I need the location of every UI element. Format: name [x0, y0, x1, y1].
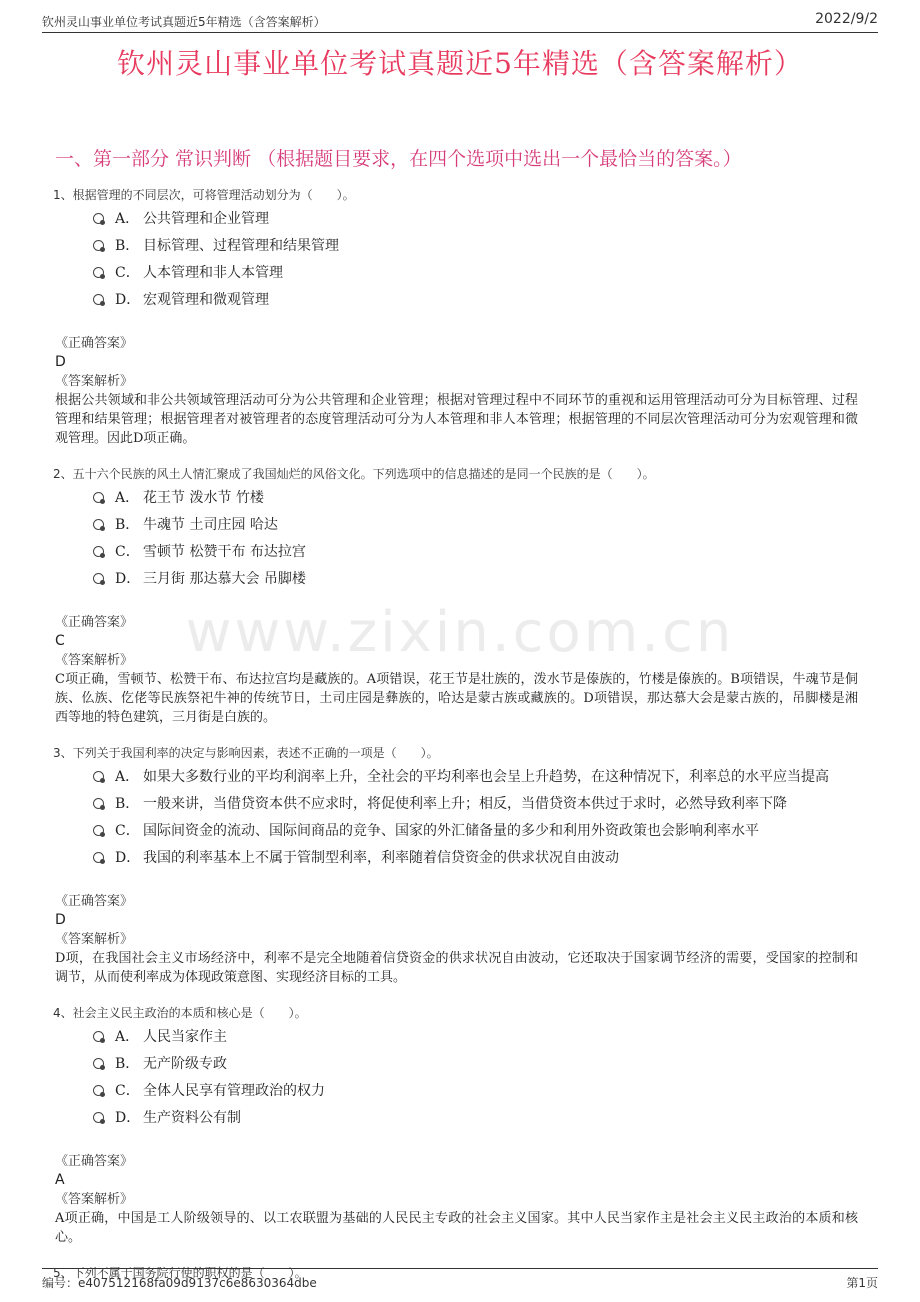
option-item[interactable] — [93, 845, 858, 872]
radio-icon[interactable] — [93, 852, 104, 863]
option-text: 我国的利率基本上不属于管制型利率，利率随着信贷资金的供求状况自由波动 — [143, 850, 619, 866]
option-item[interactable] — [93, 1105, 858, 1132]
question-4 — [55, 1004, 858, 1247]
correct-answer-value: D — [55, 354, 66, 370]
option-letter: C． — [115, 544, 140, 560]
radio-icon[interactable] — [93, 1031, 104, 1042]
option-letter: C． — [115, 265, 140, 281]
analysis-label: 《答案解析》 — [55, 374, 134, 389]
option-text: 牛魂节 土司庄园 哈达 — [143, 517, 278, 533]
watermark-text: www.zixin.com.cn — [185, 600, 735, 665]
radio-icon[interactable] — [93, 492, 104, 503]
analysis-text: 根据公共领域和非公共领域管理活动可分为公共管理和企业管理；根据对管理过程中不同环节的重视和运用管理活动可分为目标管理、过程管理和结果管理；根据管理者对被管理者的态度管理活动可分为人本管理和非人本管理；根据管理的不同层次管理活动可分为宏观管理和微观管理。因此D项正确。 — [55, 393, 858, 446]
question-text: 2、五十六个民族的风土人情汇聚成了我国灿烂的风俗文化。下列选项中的信息描述的是同一个民族的是（ ）。 — [53, 467, 655, 481]
option-letter: A． — [115, 769, 140, 785]
option-text: 全体人民享有管理政治的权力 — [143, 1083, 325, 1099]
question-1 — [55, 186, 858, 448]
option-text: 公共管理和企业管理 — [143, 211, 269, 227]
option-item[interactable] — [93, 566, 858, 593]
option-item[interactable] — [93, 791, 858, 818]
option-letter: B． — [115, 517, 140, 533]
radio-icon[interactable] — [93, 1112, 104, 1123]
option-text: 人本管理和非人本管理 — [143, 265, 283, 281]
option-item[interactable] — [93, 1078, 858, 1105]
option-text: 宏观管理和微观管理 — [143, 292, 269, 308]
header-doc-title: 钦州灵山事业单位考试真题近5年精选（含答案解析） — [42, 15, 326, 29]
radio-icon[interactable] — [93, 1085, 104, 1096]
document-title: 钦州灵山事业单位考试真题近5年精选（含答案解析） — [117, 47, 803, 80]
option-item[interactable] — [93, 1051, 858, 1078]
option-item[interactable] — [93, 1024, 858, 1051]
analysis-text: A项正确，中国是工人阶级领导的、以工农联盟为基础的人民民主专政的社会主义国家。其中人民当家作主是社会主义民主政治的本质和核心。 — [55, 1211, 858, 1245]
option-item[interactable] — [93, 512, 858, 539]
question-text: 5、下列不属于国务院行使的职权的是（ ）。 — [53, 1266, 307, 1280]
option-text: 如果大多数行业的平均利润率上升，全社会的平均利率也会呈上升趋势，在这种情况下，利率总的水平应当提高 — [143, 769, 829, 785]
correct-answer-label: 《正确答案》 — [55, 615, 134, 630]
option-text: 三月街 那达慕大会 吊脚楼 — [143, 571, 306, 587]
option-text: 目标管理、过程管理和结果管理 — [143, 238, 339, 254]
option-letter: B． — [115, 238, 140, 254]
option-item[interactable] — [93, 206, 858, 233]
option-letter: A． — [115, 1029, 140, 1045]
option-list — [93, 485, 858, 593]
option-item[interactable] — [93, 485, 858, 512]
option-letter: C． — [115, 823, 140, 839]
option-item[interactable] — [93, 287, 858, 314]
correct-answer-label: 《正确答案》 — [55, 894, 134, 909]
question-text: 3、下列关于我国利率的决定与影响因素，表述不正确的一项是（ ）。 — [53, 746, 439, 760]
option-text: 一般来讲，当借贷资本供不应求时，将促使利率上升；相反，当借贷资本供过于求时，必然导致利率下降 — [143, 796, 787, 812]
option-list — [93, 1024, 858, 1132]
option-letter: A． — [115, 211, 140, 227]
option-letter: A． — [115, 490, 140, 506]
question-2 — [55, 465, 858, 727]
option-list — [93, 206, 858, 314]
question-3 — [55, 744, 858, 987]
analysis-label: 《答案解析》 — [55, 653, 134, 668]
correct-answer-label: 《正确答案》 — [55, 336, 134, 351]
radio-icon[interactable] — [93, 771, 104, 782]
radio-icon[interactable] — [93, 798, 104, 809]
option-letter: D． — [115, 292, 141, 308]
analysis-label: 《答案解析》 — [55, 1192, 134, 1207]
option-text: 花王节 泼水节 竹楼 — [143, 490, 264, 506]
radio-icon[interactable] — [93, 213, 104, 224]
analysis-text: C项正确，雪顿节、松赞干布、布达拉宫均是藏族的。A项错误，花王节是壮族的，泼水节是傣族的，竹楼是傣族的。B项错误，牛魂节是侗族、仫族、仡佬等民族祭祀牛神的传统节日，土司庄园是彝族的，哈达是蒙古族或藏族的。D项错误，那达慕大会是蒙古族的，吊脚楼是湘西等地的特色建筑，三月街是白族的。 — [55, 672, 858, 725]
analysis-label: 《答案解析》 — [55, 932, 134, 947]
option-letter: D． — [115, 850, 141, 866]
option-letter: B． — [115, 1056, 140, 1072]
option-letter: B． — [115, 796, 140, 812]
correct-answer-value: A — [55, 1172, 65, 1188]
footer-page-number: 第1页 — [846, 1276, 878, 1290]
radio-icon[interactable] — [93, 240, 104, 251]
page-header — [42, 6, 878, 33]
option-text: 生产资料公有制 — [143, 1110, 241, 1126]
question-list — [53, 186, 858, 1280]
radio-icon[interactable] — [93, 573, 104, 584]
option-list — [93, 764, 858, 872]
header-date: 2022/9/2 — [815, 11, 878, 27]
correct-answer-label: 《正确答案》 — [55, 1154, 134, 1169]
option-item[interactable] — [93, 764, 858, 791]
option-text: 雪顿节 松赞干布 布达拉宫 — [143, 544, 306, 560]
section-title: 一、第一部分 常识判断 （根据题目要求，在四个选项中选出一个最恰当的答案。） — [55, 148, 742, 170]
analysis-text: D项，在我国社会主义市场经济中，利率不是完全地随着信贷资金的供求状况自由波动，它还取决于国家调节经济的需要，受国家的控制和调节，从而使利率成为体现政策意图、实现经济目标的工具。 — [55, 951, 858, 985]
option-letter: D． — [115, 571, 141, 587]
option-letter: C． — [115, 1083, 140, 1099]
option-item[interactable] — [93, 818, 858, 845]
option-text: 无产阶级专政 — [143, 1056, 227, 1072]
radio-icon[interactable] — [93, 519, 104, 530]
option-letter: D． — [115, 1110, 141, 1126]
option-item[interactable] — [93, 260, 858, 287]
question-text: 1、根据管理的不同层次，可将管理活动划分为（ ）。 — [53, 188, 355, 202]
correct-answer-value: D — [55, 912, 66, 928]
radio-icon[interactable] — [93, 546, 104, 557]
radio-icon[interactable] — [93, 267, 104, 278]
footer-doc-id: 编号：e407512168fa09d9137c6e8630364dbe — [42, 1276, 317, 1290]
radio-icon[interactable] — [93, 1058, 104, 1069]
option-text: 国际间资金的流动、国际间商品的竞争、国家的外汇储备量的多少和利用外资政策也会影响利率水平 — [143, 823, 759, 839]
radio-icon[interactable] — [93, 294, 104, 305]
correct-answer-value: C — [55, 633, 65, 649]
option-item[interactable] — [93, 539, 858, 566]
radio-icon[interactable] — [93, 825, 104, 836]
option-text: 人民当家作主 — [143, 1029, 227, 1045]
option-item[interactable] — [93, 233, 858, 260]
page-footer — [42, 1268, 878, 1297]
question-text: 4、社会主义民主政治的本质和核心是（ ）。 — [53, 1006, 307, 1020]
